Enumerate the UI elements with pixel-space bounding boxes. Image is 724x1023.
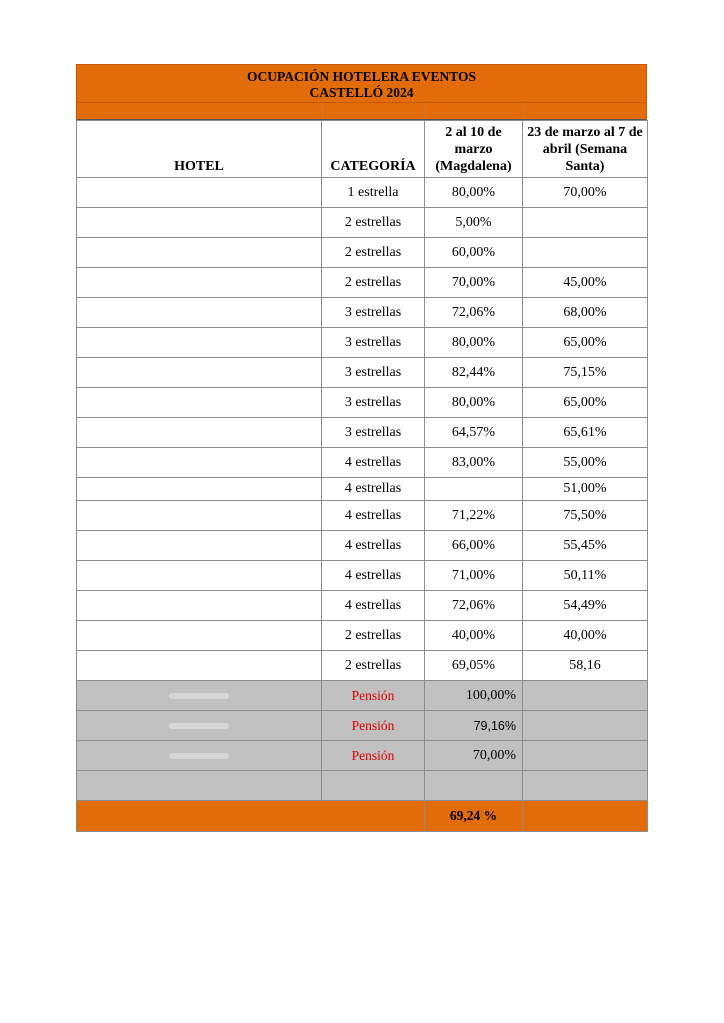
pension-period-1-cell: 100,00% [425, 681, 523, 711]
hotel-cell-redacted [77, 741, 322, 771]
period-1-cell: 83,00% [425, 448, 523, 478]
hotel-cell-redacted [77, 711, 322, 741]
category-cell: 4 estrellas [322, 531, 425, 561]
total-period-1: 69,24 % [425, 801, 523, 832]
hotel-cell [77, 268, 322, 298]
period-1-cell: 60,00% [425, 238, 523, 268]
pension-period-1-cell: 79,16% [425, 711, 523, 741]
table-row [77, 591, 648, 621]
table-row [77, 651, 648, 681]
period-1-cell: 70,00% [425, 268, 523, 298]
category-cell: 3 estrellas [322, 328, 425, 358]
occupancy-sheet [76, 64, 647, 832]
period-1-cell: 66,00% [425, 531, 523, 561]
pension-period-2-cell [523, 741, 648, 771]
table-row [77, 501, 648, 531]
category-cell: 3 estrellas [322, 298, 425, 328]
period-1-cell: 64,57% [425, 418, 523, 448]
category-cell: 2 estrellas [322, 621, 425, 651]
period-1-cell: 71,22% [425, 501, 523, 531]
period-1-cell: 80,00% [425, 388, 523, 418]
category-cell: 4 estrellas [322, 501, 425, 531]
table-row [77, 298, 648, 328]
pension-category-cell: Pensión [322, 711, 425, 741]
table-row [77, 418, 648, 448]
total-period-2-redacted [523, 801, 648, 832]
total-label-redacted [77, 801, 425, 832]
pension-category-cell: Pensión [322, 741, 425, 771]
table-row [77, 178, 648, 208]
period-1-cell [425, 478, 523, 501]
period-1-cell: 72,06% [425, 591, 523, 621]
period-2-cell: 58,16 [523, 651, 648, 681]
pension-period-2-cell [523, 681, 648, 711]
table-row [77, 531, 648, 561]
total-row [77, 801, 648, 832]
category-cell: 4 estrellas [322, 478, 425, 501]
period-1-cell: 40,00% [425, 621, 523, 651]
category-cell: 2 estrellas [322, 651, 425, 681]
hotel-cell [77, 531, 322, 561]
title-divider-strip [76, 103, 647, 120]
category-cell: 2 estrellas [322, 268, 425, 298]
period-1-cell: 72,06% [425, 298, 523, 328]
table-row [77, 621, 648, 651]
period-2-cell: 75,50% [523, 501, 648, 531]
hotel-cell [77, 501, 322, 531]
hotel-cell [77, 178, 322, 208]
period-2-cell: 65,61% [523, 418, 648, 448]
period-1-cell: 71,00% [425, 561, 523, 591]
period-2-cell: 70,00% [523, 178, 648, 208]
category-cell: 4 estrellas [322, 561, 425, 591]
blank-cell [523, 771, 648, 801]
period-1-cell: 82,44% [425, 358, 523, 388]
period-1-cell: 5,00% [425, 208, 523, 238]
hotel-cell-redacted [77, 681, 322, 711]
period-2-cell: 51,00% [523, 478, 648, 501]
title-line-1: OCUPACIÓN HOTELERA EVENTOS [246, 69, 477, 84]
period-2-cell: 40,00% [523, 621, 648, 651]
pension-period-2-cell [523, 711, 648, 741]
table-row [77, 388, 648, 418]
table-row [77, 561, 648, 591]
hotel-cell [77, 621, 322, 651]
header-period-1: 2 al 10 de marzo (Magdalena) [425, 121, 523, 178]
category-cell: 4 estrellas [322, 448, 425, 478]
header-hotel: HOTEL [77, 121, 322, 178]
pension-period-1-cell: 70,00% [425, 741, 523, 771]
hotel-cell [77, 591, 322, 621]
category-cell: 3 estrellas [322, 418, 425, 448]
period-2-cell: 75,15% [523, 358, 648, 388]
period-2-cell [523, 238, 648, 268]
period-2-cell: 50,11% [523, 561, 648, 591]
hotel-cell [77, 388, 322, 418]
pension-row [77, 741, 648, 771]
period-2-cell: 54,49% [523, 591, 648, 621]
header-row [77, 121, 648, 178]
occupancy-table [76, 120, 648, 832]
period-2-cell: 65,00% [523, 388, 648, 418]
hotel-cell [77, 298, 322, 328]
table-row [77, 328, 648, 358]
hotel-cell [77, 448, 322, 478]
table-title [76, 64, 647, 103]
blank-cell [322, 771, 425, 801]
table-row [77, 268, 648, 298]
period-2-cell: 55,00% [523, 448, 648, 478]
header-period-2: 23 de marzo al 7 de abril (Semana Santa) [523, 121, 648, 178]
period-2-cell: 55,45% [523, 531, 648, 561]
hotel-cell [77, 651, 322, 681]
period-1-cell: 80,00% [425, 328, 523, 358]
period-2-cell: 45,00% [523, 268, 648, 298]
category-cell: 2 estrellas [322, 238, 425, 268]
hotel-cell [77, 358, 322, 388]
table-row [77, 448, 648, 478]
pension-row [77, 711, 648, 741]
category-cell: 3 estrellas [322, 358, 425, 388]
period-1-cell: 69,05% [425, 651, 523, 681]
hotel-cell [77, 478, 322, 501]
blank-gray-row [77, 771, 648, 801]
hotel-cell [77, 561, 322, 591]
category-cell: 4 estrellas [322, 591, 425, 621]
category-cell: 3 estrellas [322, 388, 425, 418]
hotel-cell [77, 328, 322, 358]
title-line-2: CASTELLÓ 2024 [309, 85, 414, 100]
category-cell: 2 estrellas [322, 208, 425, 238]
table-row [77, 358, 648, 388]
blank-cell [77, 771, 322, 801]
table-row [77, 238, 648, 268]
blank-cell [425, 771, 523, 801]
category-cell: 1 estrella [322, 178, 425, 208]
hotel-cell [77, 238, 322, 268]
header-category: CATEGORÍA [322, 121, 425, 178]
table-row [77, 478, 648, 501]
table-row [77, 208, 648, 238]
hotel-cell [77, 418, 322, 448]
period-2-cell: 65,00% [523, 328, 648, 358]
period-2-cell: 68,00% [523, 298, 648, 328]
period-1-cell: 80,00% [425, 178, 523, 208]
pension-category-cell: Pensión [322, 681, 425, 711]
period-2-cell [523, 208, 648, 238]
pension-row [77, 681, 648, 711]
hotel-cell [77, 208, 322, 238]
